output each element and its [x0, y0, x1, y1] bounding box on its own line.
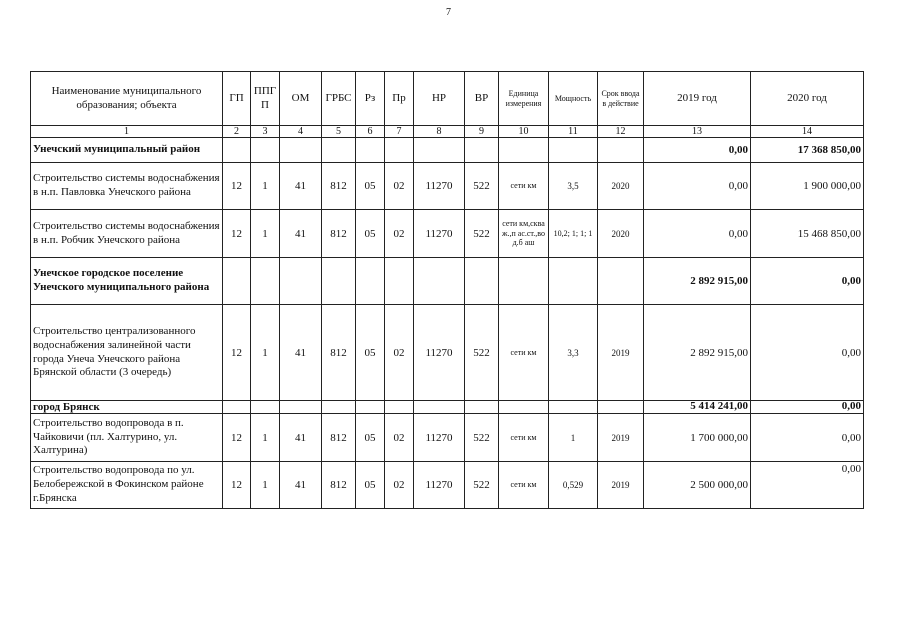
column-number: 9: [465, 126, 499, 138]
amount-2019: 2 892 915,00: [644, 305, 751, 401]
header-name: Наименование муниципального образования; объекта: [31, 72, 223, 126]
column-number: 6: [356, 126, 385, 138]
group-row: [31, 401, 864, 414]
pr-cell: 02: [385, 462, 414, 509]
header-nr: НР: [414, 72, 465, 126]
table-row: [31, 462, 864, 509]
header-2019: 2019 год: [644, 72, 751, 126]
unit-cell: сети км: [499, 462, 549, 509]
budget-table: [30, 71, 864, 509]
pr-cell: 02: [385, 305, 414, 401]
object-name: Строительство системы водоснабжения в н.п. Робчик Унечского района: [31, 210, 223, 258]
rz-cell: 05: [356, 210, 385, 258]
column-number: 4: [280, 126, 322, 138]
column-number: 12: [598, 126, 644, 138]
nr-cell: 11270: [414, 462, 465, 509]
om-cell: 41: [280, 163, 322, 210]
gp-cell: 12: [223, 462, 251, 509]
gp-cell: 12: [223, 210, 251, 258]
amount-2019: 5 414 241,00: [644, 401, 751, 414]
amount-2019: 2 892 915,00: [644, 258, 751, 305]
header-pr: Пр: [385, 72, 414, 126]
column-numbers-row: [31, 126, 864, 138]
grbs-cell: 812: [322, 462, 356, 509]
amount-2020: 1 900 000,00: [751, 163, 864, 210]
table-row: [31, 305, 864, 401]
amount-2019: 1 700 000,00: [644, 414, 751, 462]
power-cell: 3,3: [549, 305, 598, 401]
column-number: 3: [251, 126, 280, 138]
column-number: 2: [223, 126, 251, 138]
object-name: Строительство системы водоснабжения в н.п. Павловка Унечского района: [31, 163, 223, 210]
term-cell: 2019: [598, 414, 644, 462]
term-cell: 2019: [598, 305, 644, 401]
group-name: город Брянск: [31, 401, 223, 414]
om-cell: 41: [280, 210, 322, 258]
gp-cell: 12: [223, 414, 251, 462]
gp-cell: 12: [223, 305, 251, 401]
om-cell: 41: [280, 305, 322, 401]
vr-cell: 522: [465, 163, 499, 210]
group-row: [31, 138, 864, 163]
amount-2019: 2 500 000,00: [644, 462, 751, 509]
header-gp: ГП: [223, 72, 251, 126]
ppgp-cell: 1: [251, 210, 280, 258]
header-2020: 2020 год: [751, 72, 864, 126]
power-cell: 1: [549, 414, 598, 462]
column-number: 7: [385, 126, 414, 138]
vr-cell: 522: [465, 305, 499, 401]
amount-2020: 0,00: [751, 401, 864, 414]
amount-2020: 15 468 850,00: [751, 210, 864, 258]
amount-2020: 17 368 850,00: [751, 138, 864, 163]
nr-cell: 11270: [414, 414, 465, 462]
amount-2020: 0,00: [751, 462, 864, 509]
column-number: 8: [414, 126, 465, 138]
header-term: Срок ввода в действие: [598, 72, 644, 126]
amount-2020: 0,00: [751, 258, 864, 305]
column-number: 10: [499, 126, 549, 138]
rz-cell: 05: [356, 305, 385, 401]
amount-2019: 0,00: [644, 163, 751, 210]
column-number: 5: [322, 126, 356, 138]
vr-cell: 522: [465, 462, 499, 509]
term-cell: 2019: [598, 462, 644, 509]
nr-cell: 11270: [414, 163, 465, 210]
unit-cell: сети км,скваж.,п ас.ст.,вод.б аш: [499, 210, 549, 258]
term-cell: 2020: [598, 163, 644, 210]
header-vr: ВР: [465, 72, 499, 126]
column-number: 1: [31, 126, 223, 138]
nr-cell: 11270: [414, 210, 465, 258]
group-name: Унечский муниципальный район: [31, 138, 223, 163]
header-unit: Единица измерения: [499, 72, 549, 126]
rz-cell: 05: [356, 462, 385, 509]
table-row: [31, 163, 864, 210]
pr-cell: 02: [385, 210, 414, 258]
ppgp-cell: 1: [251, 305, 280, 401]
object-name: Строительство централизованного водоснабжения залинейной части города Унеча Унечского района Брянской области (3 очередь): [31, 305, 223, 401]
term-cell: 2020: [598, 210, 644, 258]
group-row: [31, 258, 864, 305]
om-cell: 41: [280, 414, 322, 462]
grbs-cell: 812: [322, 305, 356, 401]
unit-cell: сети км: [499, 163, 549, 210]
pr-cell: 02: [385, 163, 414, 210]
rz-cell: 05: [356, 414, 385, 462]
pr-cell: 02: [385, 414, 414, 462]
nr-cell: 11270: [414, 305, 465, 401]
amount-2019: 0,00: [644, 138, 751, 163]
rz-cell: 05: [356, 163, 385, 210]
vr-cell: 522: [465, 210, 499, 258]
amount-2020: 0,00: [751, 305, 864, 401]
column-number: 14: [751, 126, 864, 138]
table-header-row: [31, 72, 864, 126]
header-grbs: ГРБС: [322, 72, 356, 126]
unit-cell: сети км: [499, 305, 549, 401]
amount-2019: 0,00: [644, 210, 751, 258]
header-rz: Рз: [356, 72, 385, 126]
table-row: [31, 414, 864, 462]
column-number: 13: [644, 126, 751, 138]
power-cell: 10,2; 1; 1; 1: [549, 210, 598, 258]
grbs-cell: 812: [322, 210, 356, 258]
table-row: [31, 210, 864, 258]
gp-cell: 12: [223, 163, 251, 210]
vr-cell: 522: [465, 414, 499, 462]
header-ppgp: ППГП: [251, 72, 280, 126]
object-name: Строительство водопровода в п. Чайковичи (пл. Халтурино, ул. Халтурина): [31, 414, 223, 462]
power-cell: 3,5: [549, 163, 598, 210]
column-number: 11: [549, 126, 598, 138]
om-cell: 41: [280, 462, 322, 509]
group-name: Унечское городское поселение Унечского муниципального района: [31, 258, 223, 305]
grbs-cell: 812: [322, 163, 356, 210]
ppgp-cell: 1: [251, 462, 280, 509]
unit-cell: сети км: [499, 414, 549, 462]
header-om: ОМ: [280, 72, 322, 126]
amount-2020: 0,00: [751, 414, 864, 462]
ppgp-cell: 1: [251, 163, 280, 210]
page-number: 7: [446, 7, 451, 18]
ppgp-cell: 1: [251, 414, 280, 462]
object-name: Строительство водопровода по ул. Белобережской в Фокинском районе г.Брянска: [31, 462, 223, 509]
grbs-cell: 812: [322, 414, 356, 462]
power-cell: 0,529: [549, 462, 598, 509]
header-power: Мощность: [549, 72, 598, 126]
